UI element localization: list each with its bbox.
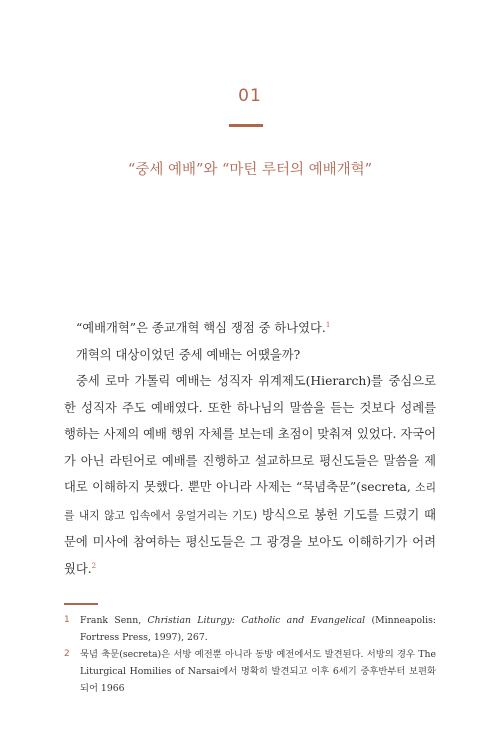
paragraph-3-text-c: 방식으로 봉헌 기도를 드렸기 때문에 미사에 참여하는 평신도들은 그 광경을 보아도 이해하기가 어려웠다. <box>64 507 436 576</box>
footnote-ref-2[interactable]: 2 <box>91 561 97 570</box>
paragraph-1 <box>64 315 436 342</box>
footnote-2 <box>64 646 436 697</box>
footnote-divider <box>64 603 98 605</box>
footnote-1 <box>64 612 436 646</box>
paragraph-1-text: “예배개혁”은 종교개혁 핵심 쟁점 중 하나였다. <box>76 321 326 335</box>
footnote-ref-1[interactable]: 1 <box>325 320 331 329</box>
paragraph-3-text-a: 중세 로마 가톨릭 예배는 성직자 위계제도(Hierarch)를 중심으로 한 성직자 주도 예배였다. 또한 하나님의 말씀을 듣는 것보다 성례를 행하는 사제의 예배 행위 자체를 보는데 초점이 맞춰져 있었다. 자국어가 아닌 라틴어로 예배를 진행하고 설교하므로 평신도들은 말씀을 제대로 이해하지 못했다. 뿐만 아니라 사제는 “묵념축문”(secreta, <box>64 374 436 494</box>
paragraph-3-note: 소리를 내지 않고 입속에서 웅얼거리는 기도) <box>64 481 436 522</box>
footnote-2-number: 2 <box>64 649 70 659</box>
chapter-number: 01 <box>238 86 262 106</box>
paragraph-3 <box>64 368 436 582</box>
paragraph-2: 개혁의 대상이었던 중세 예배는 어땠을까? <box>76 347 301 362</box>
chapter-divider <box>229 124 263 127</box>
footnotes <box>64 612 436 697</box>
footnote-1-text <box>80 612 436 646</box>
footnote-1-title: Christian Liturgy: Catholic and Evangelical <box>147 615 366 626</box>
footnote-1-author: Frank Senn, <box>80 615 148 626</box>
chapter-title: “중세 예배”와 “마틴 루터의 예배개혁” <box>127 162 373 178</box>
body-text <box>64 315 436 582</box>
footnote-2-text: 묵념 축문(secreta)은 서방 예전뿐 아니라 동방 예전에서도 발견된다. 서방의 경우 The Liturgical Homilies of Narsai에서 명확히 발견되고 이후 6세기 중후반부터 보편화되어 1966 <box>80 649 436 694</box>
footnote-1-publication: (Minneapolis: Fortress Press, 1997), 267. <box>80 615 436 643</box>
footnote-1-number: 1 <box>64 615 70 625</box>
